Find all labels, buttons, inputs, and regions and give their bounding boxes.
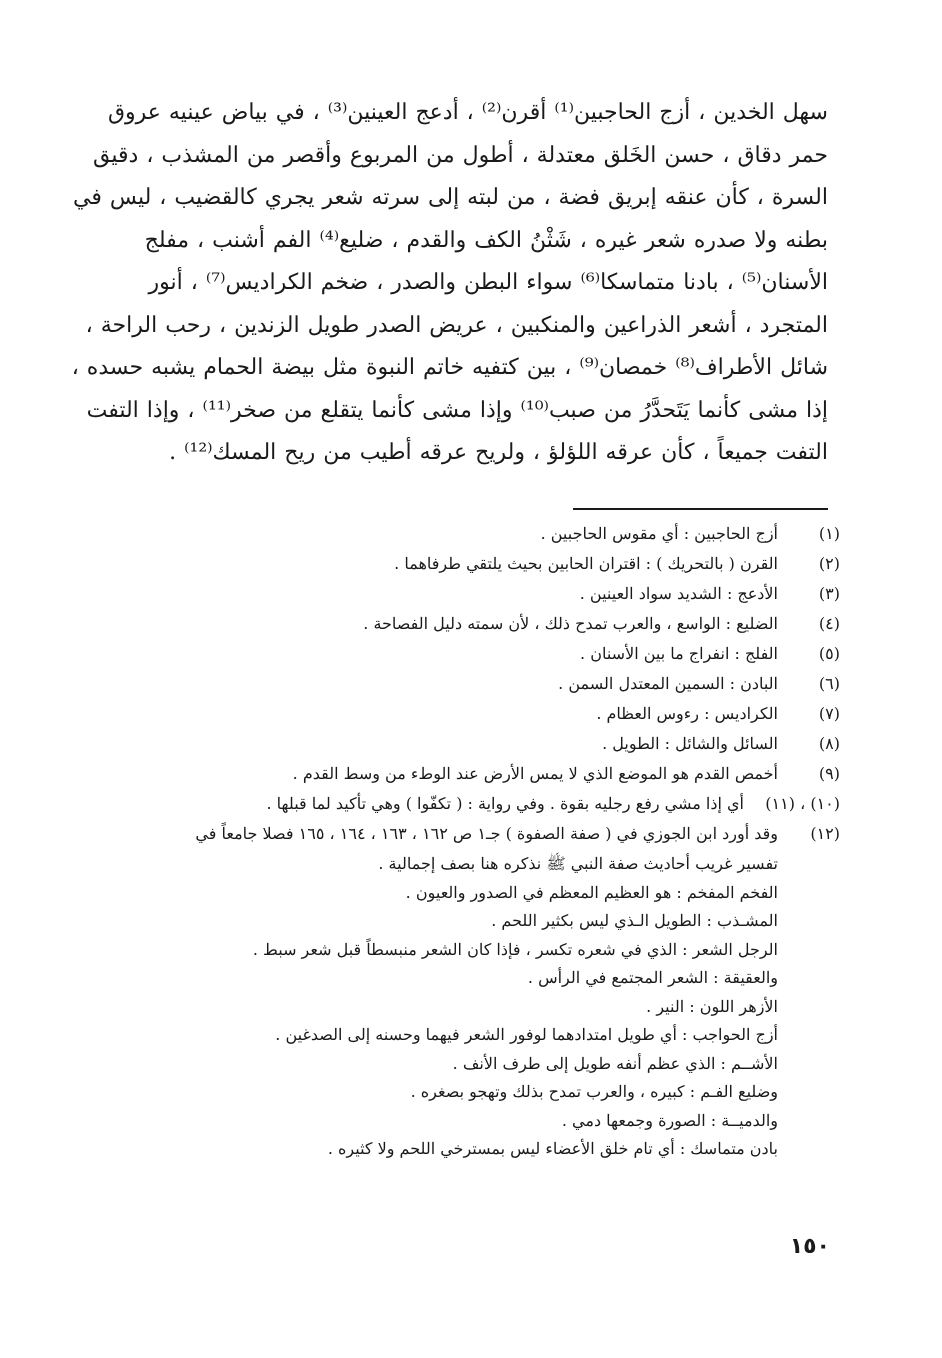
footnote-row xyxy=(100,614,840,644)
footnote-row xyxy=(100,764,840,794)
footnote-number: (٥) xyxy=(818,644,840,663)
footnote-continuation-line: والعقيقة : الشعر المجتمع في الرأس . xyxy=(527,968,778,987)
body-line: حمر دقاق ، حسن الخَلق معتدلة ، أطول من المربوع وأقصر من المشذب ، دقيق xyxy=(93,142,828,168)
footnote-text: البادن : السمين المعتدل السمن . xyxy=(558,674,778,693)
body-line: المتجرد ، أشعر الذراعين والمنكبين ، عريض الصدر طويل الزندين ، رحب الراحة ، xyxy=(85,312,828,338)
footnote-continuation-line: الرجل الشعر : الذي في شعره تكسر ، فإذا كان الشعر منبسطاً قبل شعر سبط . xyxy=(252,939,778,959)
footnote-number: (١٢) xyxy=(810,824,840,843)
footnote-number: (٤) xyxy=(818,614,840,633)
footnote-row xyxy=(100,794,840,824)
footnote-row xyxy=(100,824,840,854)
body-line: الأسنان⁽⁵⁾ ، بادنا متماسكا⁽⁶⁾ سواء البطن والصدر ، ضخم الكراديس⁽⁷⁾ ، أنور xyxy=(148,270,828,295)
footnote-separator xyxy=(573,508,828,510)
footnote-row xyxy=(100,734,840,764)
body-line: إذا مشى كأنما يَتَحدَّرُ من صبب⁽¹⁰⁾ وإذا مشى كأنما يتقلع من صخر⁽¹¹⁾ ، وإذا التفت xyxy=(86,397,828,423)
footnote-row xyxy=(100,674,840,704)
main-paragraph xyxy=(71,92,828,475)
body-line: بطنه ولا صدره شعر غيره ، شَثْنُ الكف والقدم ، ضليع⁽⁴⁾ الفم أشنب ، مفلج xyxy=(144,227,828,253)
footnote-row xyxy=(100,644,840,674)
footnote-row xyxy=(100,704,840,734)
footnote-number: (٣) xyxy=(818,584,840,603)
footnote-continuation-line: وضليع الفـم : كبيره ، والعرب تمدح بذلك وتهجو بصغره . xyxy=(410,1082,778,1101)
footnote-number: (٧) xyxy=(818,704,840,723)
footnote-number: (٩) xyxy=(818,764,840,783)
footnote-row xyxy=(100,524,840,554)
footnote-text: السائل والشائل : الطويل . xyxy=(602,734,778,753)
page-number: ١٥٠ xyxy=(789,1234,830,1259)
footnote-continuation-line: بادن متماسك : أي تام خلق الأعضاء ليس بمسترخي اللحم ولا كثيره . xyxy=(327,1139,778,1158)
footnote-text: القرن ( بالتحريك ) : اقتران الحابين بحيث يلتقي طرفاهما . xyxy=(394,554,778,573)
footnote-continuation-line: الأزهر اللون : النير . xyxy=(646,996,778,1016)
body-line: سهل الخدين ، أزج الحاجبين⁽¹⁾ أقرن⁽²⁾ ، أدعج العينين⁽³⁾ ، في بياض عينيه عروق xyxy=(107,100,828,125)
footnotes xyxy=(100,524,840,1168)
body-line: التفت جميعاً ، كأن عرقه اللؤلؤ ، ولريح عرقه أطيب من ريح المسك⁽¹²⁾ . xyxy=(169,440,828,465)
footnote-continuation-line: الأشــم : الذي عظم أنفه طويل إلى طرف الأنف . xyxy=(452,1053,778,1073)
footnote-row xyxy=(100,554,840,584)
footnote-number: (٢) xyxy=(818,554,840,573)
footnote-text: الفلج : انفراج ما بين الأسنان . xyxy=(580,644,778,663)
footnote-number: (١) xyxy=(818,524,840,543)
footnote-row xyxy=(100,584,840,614)
footnote-continuation-line: أزج الحواجب : أي طويل امتدادهما لوفور الشعر فيهما وحسنه إلى الصدغين . xyxy=(275,1025,778,1044)
footnote-number: (٦) xyxy=(818,674,840,693)
footnote-text: أي إذا مشي رفع رجليه بقوة . وفي رواية : ( تكفّوا ) وهي تأكيد لما قبلها . xyxy=(266,794,744,813)
footnote-number: (٨) xyxy=(818,734,840,753)
footnote-continuation-line: الفخم المفخم : هو العظيم المعظم في الصدور والعيون . xyxy=(405,882,778,902)
footnote-continuation-line: تفسير غريب أحاديث صفة النبي ﷺ نذكره هنا بصف إجمالية . xyxy=(378,854,778,873)
footnote-number: (١٠) ، (١١) xyxy=(765,794,840,813)
footnote-text: وقد أورد ابن الجوزي في ( صفة الصفوة ) جـ١ ص ١٦٢ ، ١٦٣ ، ١٦٤ ، ١٦٥ فصلا جامعاً في xyxy=(195,824,778,843)
footnote-text: الأدعج : الشديد سواد العينين . xyxy=(579,584,778,603)
footnote-text: الضليع : الواسع ، والعرب تمدح ذلك ، لأن سمته دليل الفصاحة . xyxy=(363,614,778,633)
footnote-text: أزج الحاجبين : أي مقوس الحاجبين . xyxy=(540,524,778,543)
footnote-continuation-line: المشـذب : الطويل الـذي ليس بكثير اللحم . xyxy=(491,911,778,930)
body-line: السرة ، كأن عنقه إبريق فضة ، من لبته إلى سرته شعر يجري كالقضيب ، ليس في xyxy=(73,185,828,210)
footnote-text: أخمص القدم هو الموضع الذي لا يمس الأرض عند الوطء من وسط القدم . xyxy=(292,764,778,783)
body-line: شائل الأطراف⁽⁸⁾ خمصان⁽⁹⁾ ، بين كتفيه خاتم النبوة مثل بيضة الحمام يشبه حسده ، xyxy=(71,355,828,380)
footnote-text: الكراديس : رءوس العظام . xyxy=(596,704,778,723)
footnote-continuation-line: والدميــة : الصورة وجمعها دمي . xyxy=(561,1110,778,1130)
